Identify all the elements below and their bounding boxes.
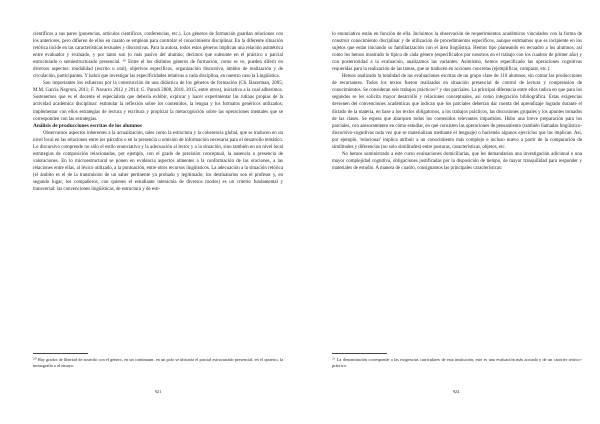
page-number: 924	[452, 389, 460, 394]
right-body	[332, 31, 582, 172]
paragraph-3: Observamos aspectos inherentes a la actualización, tales como la estructura y la coherencia global, que se traducen en un nivel local en las relaciones entre los párrafos o en la presencia u omisión de información necesaria para el desarrollo temático. Lo discursivo comprende no sólo el estilo enunciativo y la adecuación al lector y a la situación, sino también en un nivel local estrategias de composición relacionadas, por ejemplo, con el grado de precisión conceptual, la ausencia o presencia de valoraciones. En lo microestructural se ponen en evidencia aspectos atinentes a la conformación de las oraciones, a las relaciones entre ellas, al léxico utilizado, a la puntuación, entre otros recursos lingüísticos. La adecuación a la situación retórica (el ámbito es el de la transmisión de un saber pertinente ya probado y legitimado; los destinatarios son el profesor y, en segundo lugar, los compañeros, con quienes el estudiante interactúa de diversos modos) es un criterio fundamental y transversal: las convenciones lingüísticas, de estructura y de esti-	[33, 130, 283, 193]
left-body	[33, 31, 283, 193]
footnote-20	[33, 357, 283, 369]
paragraph-3: No hemos suministrado a este curso evaluaciones domiciliarias, que les demandarían una investigación adicional o una mayor complejidad cognitiva, obligaciones justificadas por la disposición de tiempo, de mayor tranquilidad para responder y materiales de estudio. A manera de cuadro, consignamos las principales características:	[332, 151, 582, 171]
footnote-text: Hay grados de libertad de acuerdo con el género, en un continuum: en un polo se ubicaría el parcial estructurado presencial, en el opuesto, la monografía o el ensayo.	[33, 357, 283, 369]
section-heading: Análisis de producciones escritas de los alumnos	[33, 122, 142, 129]
footnote-divider	[332, 353, 387, 354]
paragraph-2: Hemos analizado la totalidad de las evaluaciones escritas de un grupo clase de 110 alumnos, sin contar las producciones de recursantes. Todos los textos fueron realizados en situación presencial de control de lectura y comprensión de conocimientos. Se consideran seis trabajos prácticos$^{21}$ y dos parciales. La principal diferencia entre ellos radica en que para los segundos se les solicita mayor desarrollo y relaciones conceptuales, así como integración bibliográfica. Estas exigencias devienen del convenciones académicas que indican que los parciales deberían dar cuenta del aprendizaje logrado durante el dictado de la materia, en base a los textos obligatorios, a los trabajos prácticos, las discusiones grupales y los apuntes tomados de las clases. Se espera que abarquen todos los contenidos relevantes impartidos. Hubo una breve preparación para los parciales, con asesoramiento en cómo estudiar, en qué consisten las operaciones de pensamiento (también llamadas lingüístico-discursivo-cognitivas toda vez que se materializan mediante el lenguaje) o haciendo algunos ejercicios que las implican. Así, por ejemplo, 'relacionar' implica atribuir a un conocimiento más complejo e incluso nuevo a partir de la comparación de similitudes y diferencias (no solo similitudes) entre posturas, características, objetos, etc.	[332, 74, 582, 150]
footnote-ref-20: 20	[122, 58, 126, 63]
paragraph-1: lo enunciativo están en función de ella. Incluimos la observación de requerimientos académicos vinculados con la forma de construir conocimiento disciplinar y de utilización de procedimientos específicos, aunque estimamos que es incipiente en los sujetos que están iniciando su familiarización con el área lingüística. Hemos tipo planeando en recuadro a los alumnos, así como los hemos mostrado lo típico de cada género (especificados por nosotros en el trabajo con los cuadros de primer año) y con posterioridad a la evaluación, analizamos las variantes. Asimismo, hemos especificado las operaciones cognitivas requeridas para la realización de las tareas, que se traducen en acciones concretas (ejemplificar, comparar, etc.).	[332, 32, 582, 73]
footnote-number: 21	[332, 356, 336, 361]
page-number: 921	[154, 389, 162, 394]
footnote-number: 20	[33, 356, 37, 361]
paragraph-1: científicos a sus pares (ponencias, artículos científicos, conferencias, etc.). Los géneros de formación guardan relaciones con los anteriores, pero difieren de ellos en cuanto se emplean para controlar el conocimiento disciplinar. En la diferente situación retórica incide en las características textuales y discursivas. Para la autora, todos estos géneros implican una relación asimétrica entre evaluador y evaluado, y por tanto son (o más pasivo del alumno; decimos que subsume en el práctico o parcial estructurado o semiestructurado presencial. $^{20}$ Entre el los distintos géneros de formación, como se ve, pueden diferir en diversos aspectos: modalidad (escrito u oral), objetivos específicos, organización discursiva, ámbito de realización y de circulación, participantes. Y habrá que investigar las especificidades relativas a cada disciplina, en nuestro caso la Lingüística.	[33, 32, 283, 80]
right-page	[300, 0, 600, 424]
footnote-ref-21: 21	[434, 86, 439, 91]
paragraph-2: Son importantes los esfuerzos por la construcción de una didáctica de los géneros de formación (Ch. Bazerman, 2005; M.M. García Negroni, 2011; F. Navarro 2012 y 2014; G. Parodi 2008, 2010, 2015, entre otros), iniciativa a la cual adherimos. Sostenemos que es el docente el especialista que debería exhibir, explicar y hacer experimentar las rutinas propias de la actividad académica disciplinar: estimular la reflexión sobre los contenidos, la lengua y los formatos genéricos utilizados; implementar con ellos estrategias de lectura y escritura y propiciar la metacognición sobre las operaciones mentales que se corresponden con las estrategias.	[33, 81, 283, 122]
footnote-text: La denominación corresponde a las exigencias curriculares de esta institución, este es una evaluación más acotada y de un carácter teórico-práctico.	[332, 357, 582, 369]
footnote-21	[332, 357, 582, 369]
footnote-divider	[33, 353, 88, 354]
